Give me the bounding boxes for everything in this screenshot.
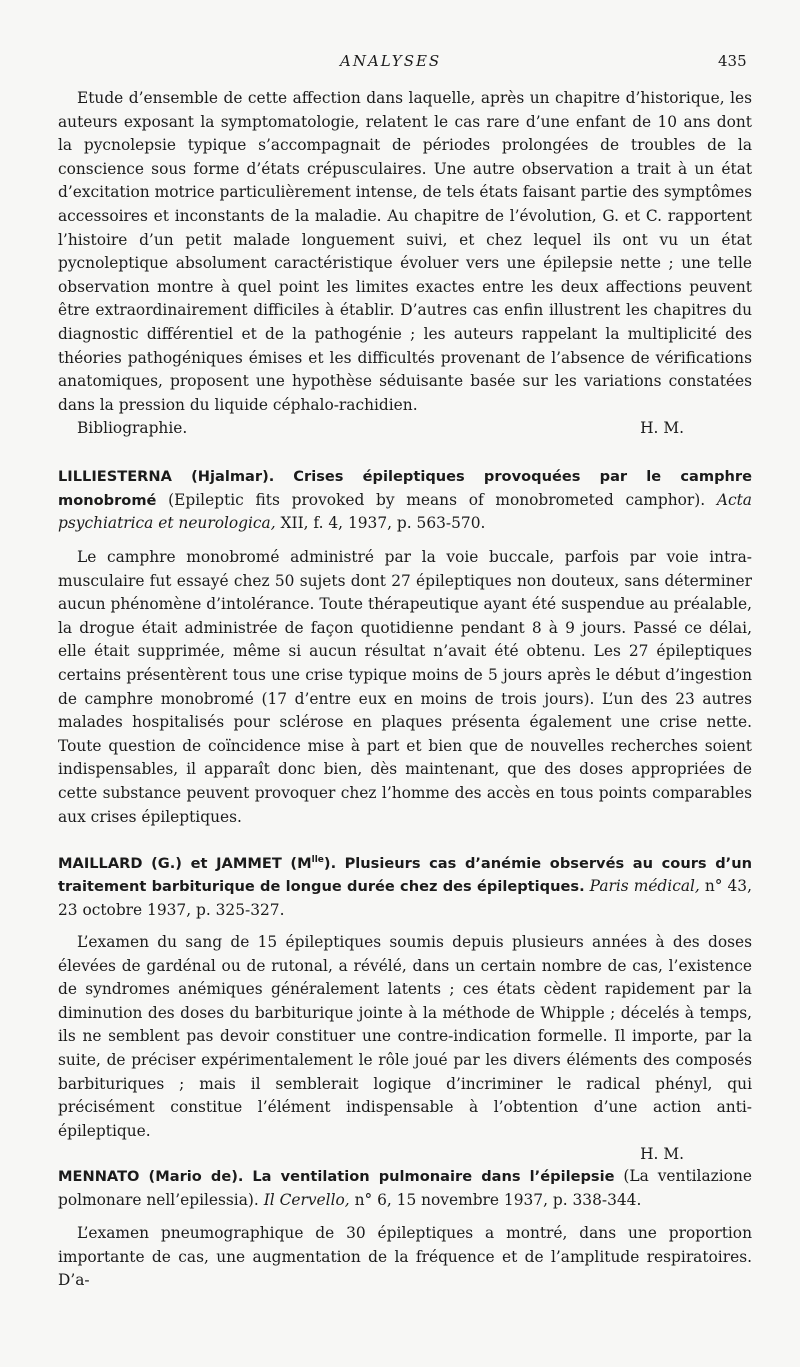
journal-name: Il Cervello, [263, 1190, 350, 1209]
review-4-body: L’examen pneumographique de 30 épileptiques a montré, dans une proportion importante de cas, une augmentation de la fréquence et de l’amplitude respiratoires. D’a- [58, 1224, 752, 1290]
article-title: Crises épileptiques provoquées par le camphre monobromé [58, 468, 752, 509]
reference [58, 849, 752, 923]
review-2-reference [58, 465, 752, 536]
title-translation: (La ventilazione polmonare nell’epilessia). [58, 1167, 752, 1209]
author-name: LILLIESTERNA (Hjalmar). [58, 468, 275, 485]
page-number: 435 [718, 52, 747, 70]
review-2-body: Le camphre monobromé administré par la voie buccale, parfois par voie intra-musculaire fut essayé chez 50 sujets dont 27 épileptiques non douteux, sans déterminer aucun phénomène d’intolérance. Toute thérapeutique ayant été suspendue au préalable, la drogue était administrée de façon quotidienne pendant 8 à 9 jours. Passé ce délai, elle était supprimée, même si aucun résultat n’avait été obtenu. Les 27 épileptiques certains présentèrent tous une crise typique moins de 5 jours après le début d’ingestion de camphre monobromé (17 d’entre eux en moins de trois jours). L’un des 23 autres malades hospitalisés pour sclérose en plaques présenta également une crise nette. Toute question de coïncidence mise à part et bien que de nouvelles recherches soient indispensables, il apparaît donc bien, dès maintenant, que des doses appropriées de cette substance peuvent provoquer chez l’homme des accès en tous points comparables aux crises épileptiques. [58, 548, 752, 826]
reviewer-initials: H. M. [640, 1145, 684, 1164]
journal-name: Paris médical, [589, 877, 700, 896]
author-name: MENNATO (Mario de). [58, 1168, 244, 1185]
review-4-body-block [58, 1222, 752, 1293]
review-1-signature-line [58, 417, 752, 441]
reference [58, 465, 752, 536]
citation-details: n° 43, 23 octobre 1937, p. 325-327. [58, 877, 752, 920]
review-1-body: Etude d’ensemble de cette affection dans laquelle, après un chapitre d’historique, les auteurs exposant la symptomatologie, relatent le cas rare d’une enfant de 10 ans dont la pycnolepsie typique s’accompagnait de périodes prolongées de troubles de la conscience sous forme d’états crépusculaires. Une autre observation a trait à un état d’excitation motrice particulièrement intense, de tels états faisant partie des symptômes accessoires et inconstants de la maladie. Au chapitre de l’évolution, G. et C. rapportent l’histoire d’un petit malade longuement suivi, et chez lequel ils ont vu un état pycnoleptique absolument caractéristique évoluer vers une épilepsie nette ; une telle observation montre à quel point les limites exactes entre les deux affections peuvent être extraordinairement difficiles à établir. D’autres cas enfin illustrent les chapitres du diagnostic différentiel et de la pathogénie ; les auteurs rappelant la multiplicité des théories pathogéniques émises et les difficultés provenant de l’absence de vérifications anatomiques, proposent une hypothèse séduisante basée sur les variations constatées dans la pression du liquide céphalo-rachidien. [58, 89, 753, 414]
running-header [0, 52, 800, 78]
title-translation: (Epileptic fits provoked by means of monobrometed camphor). [168, 490, 706, 509]
review-4-reference [58, 1165, 752, 1212]
review-1-continuation [58, 87, 752, 441]
journal-name: Acta psychiatrica et neurologica, [58, 490, 752, 533]
citation-details: n° 6, 15 novembre 1937, p. 338-344. [354, 1190, 642, 1209]
review-2-body-block [58, 546, 752, 829]
review-3-body-block [58, 931, 752, 1167]
article-title: La ventilation pulmonaire dans l’épilepsie [252, 1168, 615, 1185]
author-name: MAILLARD (G.) et JAMMET $(M^{lle})$. [58, 854, 337, 872]
running-title: ANALYSES [340, 52, 442, 70]
review-3-body: L’examen du sang de 15 épileptiques soumis depuis plusieurs années à des doses élevées de gardénal ou de rutonal, a révélé, dans un certain nombre de cas, l’existence de syndromes anémiques généralement latents ; ces états cèdent rapidement par la diminution des doses du barbiturique jointe à la méthode de Whipple ; décelés à temps, ils ne semblent pas devoir constituer une contre-indication formelle. Il importe, par la suite, de préciser expérimentalement le rôle joué par les divers éléments des composés barbituriques ; mais il semblerait logique d’incriminer le radical phényl, qui précisément constitue l’élément indispensable à l’obtention d’une action anti-épileptique. [58, 933, 752, 1140]
bibliography-label: Bibliographie. [77, 419, 188, 438]
reviewer-initials: H. M. [640, 419, 684, 438]
review-3-reference [58, 849, 752, 923]
citation-details: XII, f. 4, 1937, p. 563-570. [280, 514, 486, 533]
article-title: Plusieurs cas d’anémie observés au cours d’un traitement barbiturique de longue durée chez des épileptiques. [58, 854, 752, 896]
reference [58, 1165, 752, 1212]
